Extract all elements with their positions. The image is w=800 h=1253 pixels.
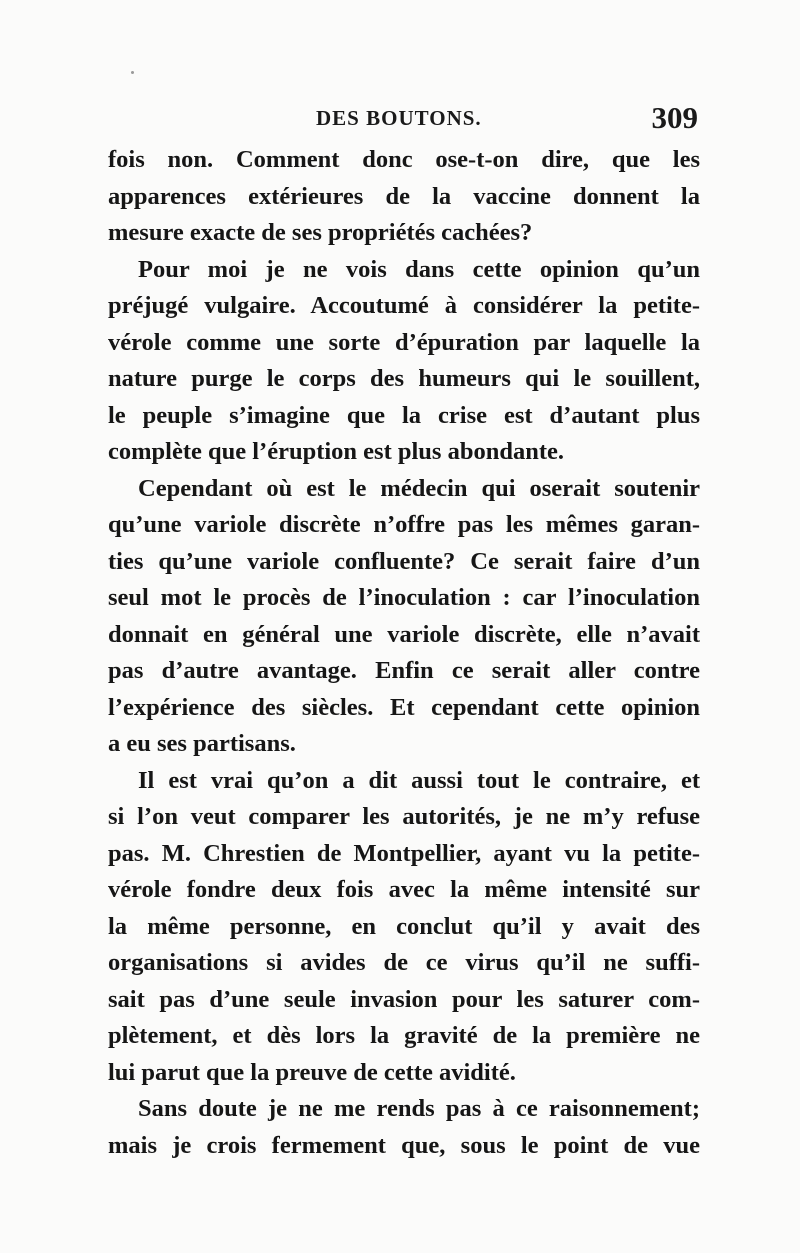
paper-speck: [131, 71, 134, 74]
text-line: nature purge le corps des humeurs qui le souillent,: [108, 365, 700, 392]
text-line: apparences extérieures de la vaccine donnent la: [108, 182, 700, 210]
text-line: qu’une variole discrète n’offre pas les mêmes garan-: [108, 511, 700, 538]
text-line: vérole fondre deux fois avec la même intensité sur: [108, 876, 700, 903]
text-line: organisations si avides de ce virus qu’il ne suffi-: [108, 949, 700, 976]
text-line: la même personne, en conclut qu’il y avait des: [108, 912, 700, 940]
text-line: mais je crois fermement que, sous le point de vue: [108, 1131, 700, 1159]
text-line: fois non. Comment donc ose-t-on dire, que les: [108, 146, 700, 173]
text-line: a eu ses partisans.: [108, 730, 296, 757]
text-line: complète que l’éruption est plus abondante.: [108, 438, 565, 465]
page-number: 309: [651, 100, 698, 135]
text-line: vérole comme une sorte d’épuration par laquelle la: [108, 328, 700, 356]
text-line: ties qu’une variole confluente? Ce serait faire d’un: [108, 547, 700, 575]
text-line: Il est vrai qu’on a dit aussi tout le contraire, et: [138, 766, 700, 794]
page-header: [108, 100, 700, 140]
running-title: DES BOUTONS.: [316, 106, 482, 130]
text-line: le peuple s’imagine que la crise est d’autant plus: [108, 401, 700, 429]
text-line: plètement, et dès lors la gravité de la première ne: [108, 1022, 700, 1049]
text-line: donnait en général une variole discrète, elle n’avait: [108, 620, 700, 648]
text-line: seul mot le procès de l’inoculation : car l’inoculation: [108, 584, 700, 611]
text-line: préjugé vulgaire. Accoutumé à considérer la petite-: [108, 292, 700, 319]
text-line: l’expérience des siècles. Et cependant cette opinion: [108, 693, 700, 721]
text-line: Cependant où est le médecin qui oserait soutenir: [138, 474, 700, 502]
text-line: si l’on veut comparer les autorités, je ne m’y refuse: [108, 803, 700, 830]
text-line: lui parut que la preuve de cette avidité.: [108, 1058, 516, 1086]
text-line: sait pas d’une seule invasion pour les saturer com-: [108, 985, 700, 1013]
text-line: Sans doute je ne me rends pas à ce raisonnement;: [138, 1095, 700, 1122]
text-line: Pour moi je ne vois dans cette opinion qu’un: [138, 255, 700, 283]
body-text: [108, 142, 700, 1164]
text-line: pas d’autre avantage. Enfin ce serait aller contre: [108, 657, 700, 684]
text-line: pas. M. Chrestien de Montpellier, ayant vu la petite-: [108, 839, 700, 867]
text-line: mesure exacte de ses propriétés cachées?: [108, 219, 533, 246]
